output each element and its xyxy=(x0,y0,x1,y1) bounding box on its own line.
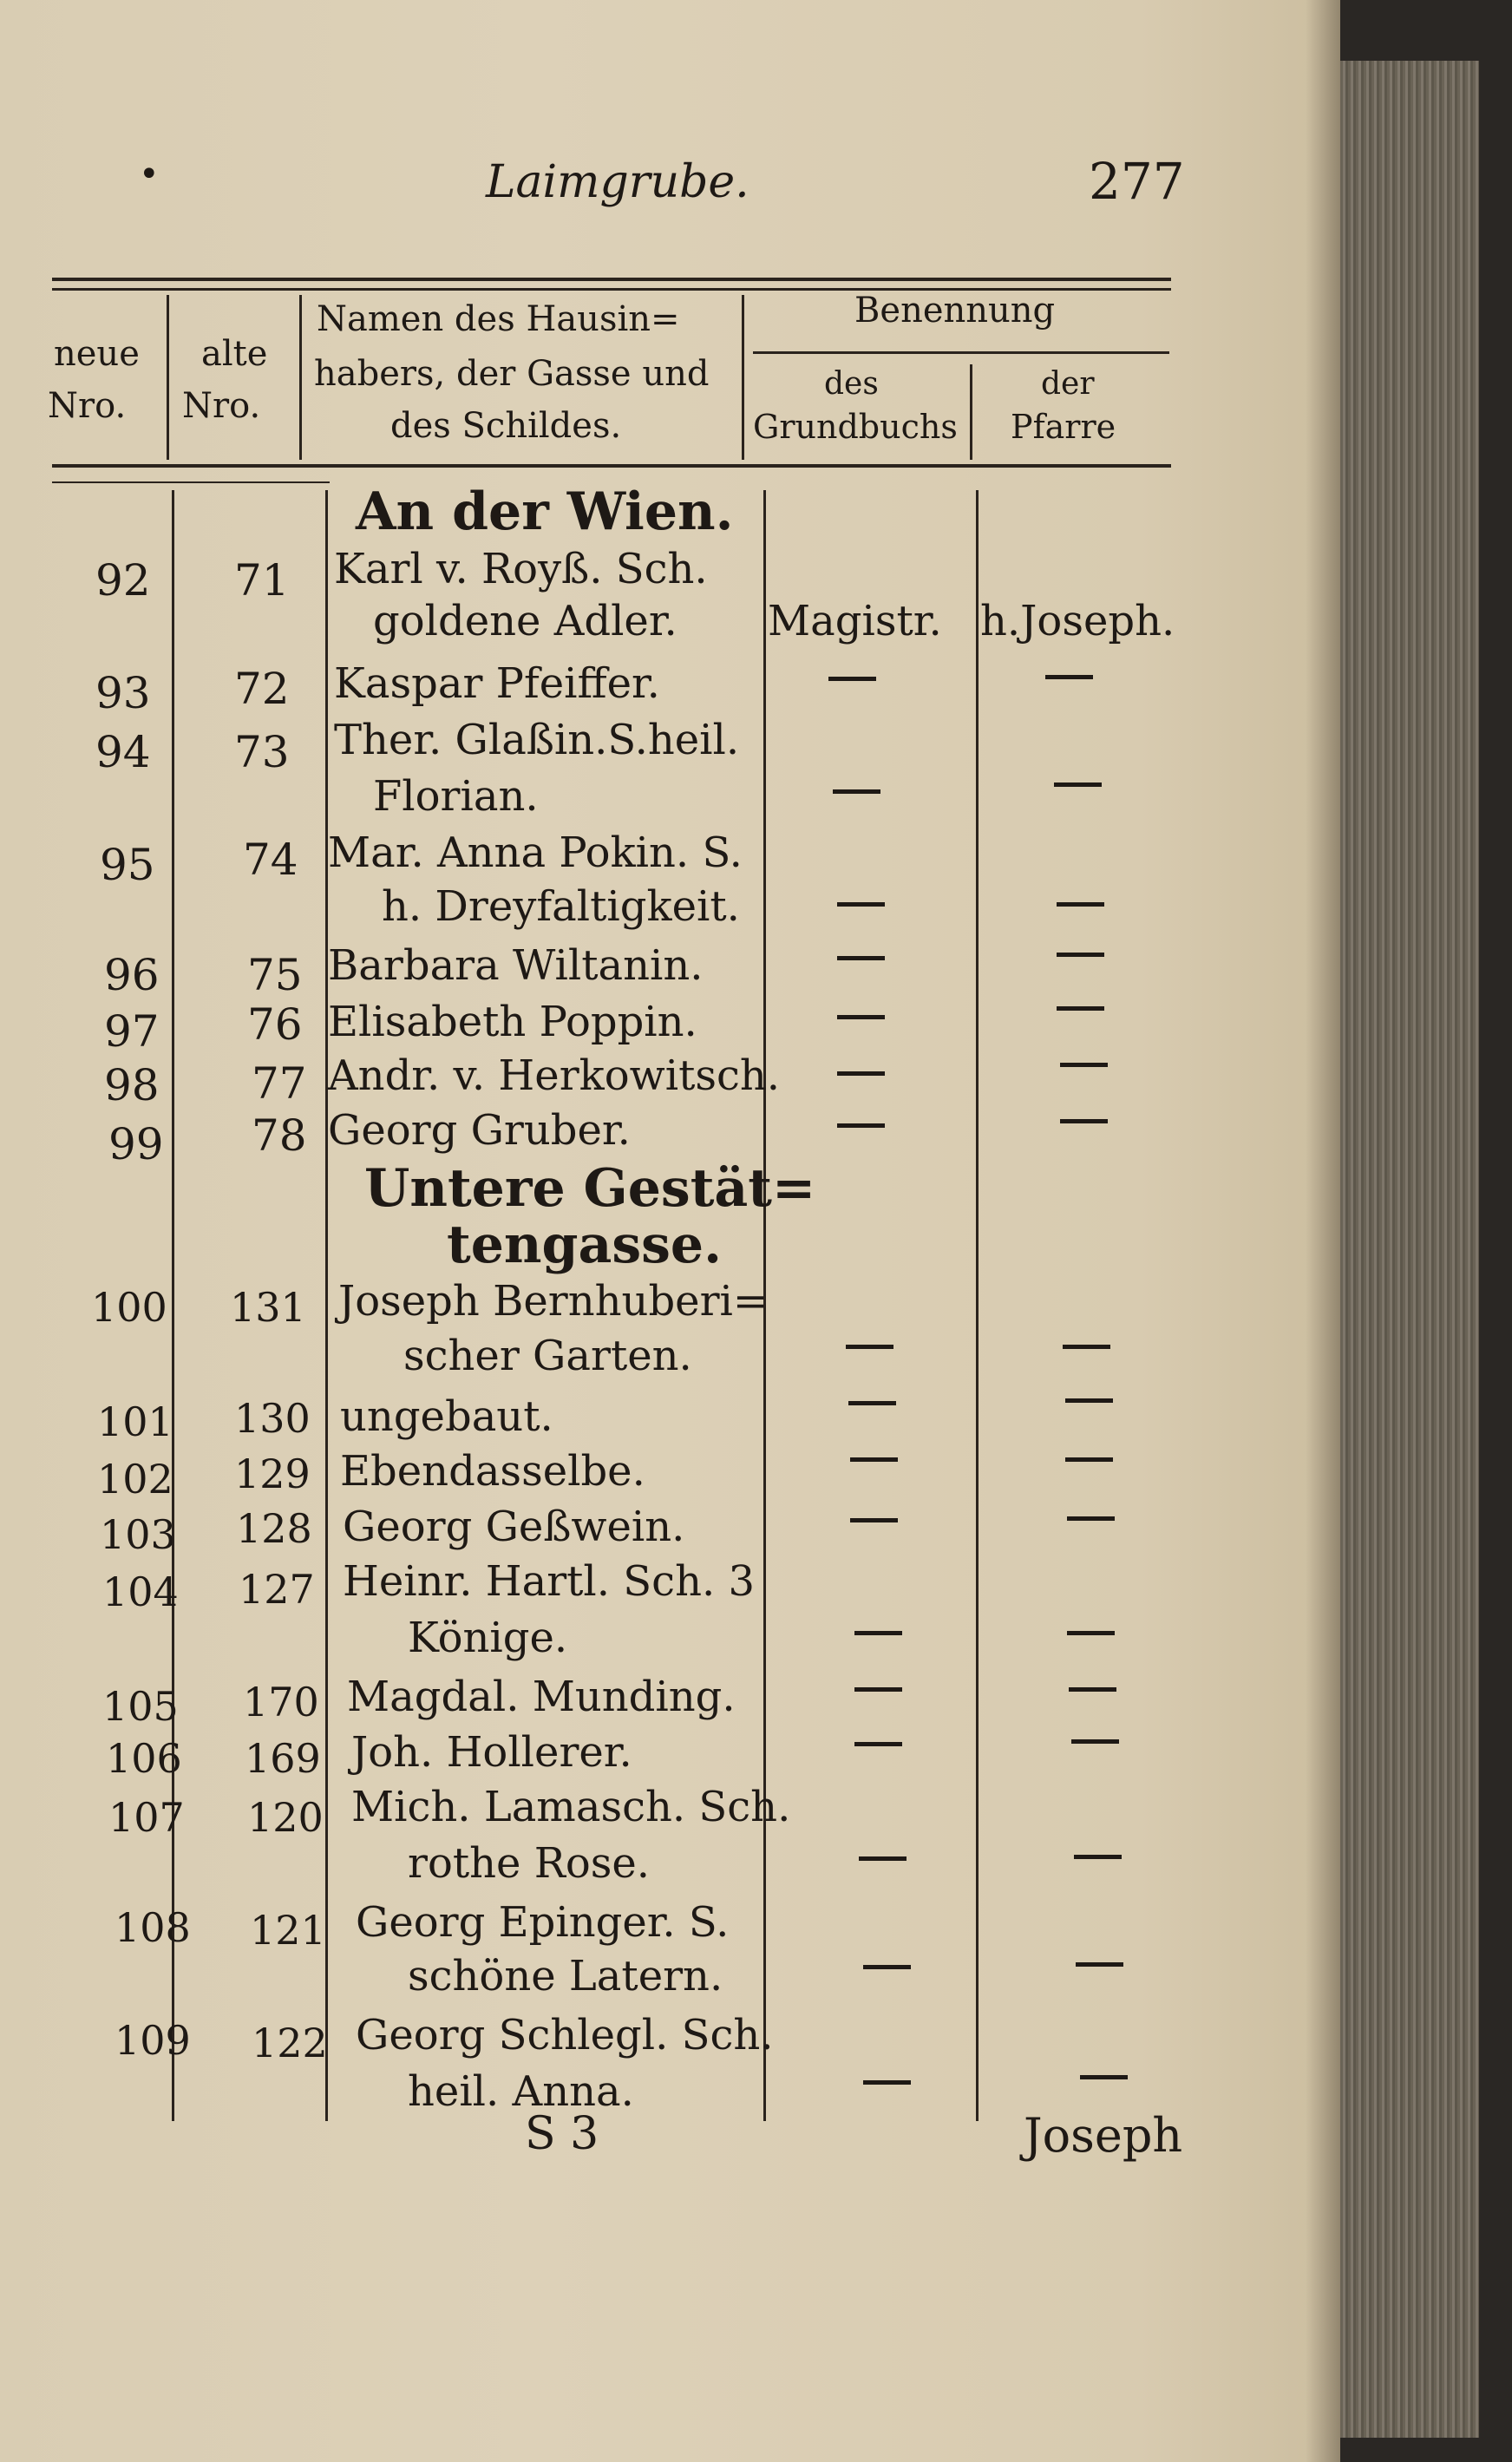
col-names-3: des Schildes. xyxy=(390,406,622,446)
header-vline-4 xyxy=(970,364,972,460)
alte-72: 72 xyxy=(234,664,290,714)
neue-96: 96 xyxy=(104,950,160,1000)
benennung-rule xyxy=(753,351,1169,354)
body-vline-4 xyxy=(976,490,979,2121)
page-number: 277 xyxy=(1089,152,1185,211)
dash-pfarre-97 xyxy=(1057,1006,1104,1011)
dash-grund-93 xyxy=(828,677,876,681)
name-105: Magdal. Munding. xyxy=(347,1673,736,1721)
dash-pfarre-103 xyxy=(1067,1516,1115,1521)
neue-107: 107 xyxy=(108,1794,185,1841)
dash-grund-94 xyxy=(833,789,880,794)
dash-pfarre-96 xyxy=(1057,953,1104,957)
name-97: Elisabeth Poppin. xyxy=(328,998,697,1046)
name-99: Georg Gruber. xyxy=(328,1106,631,1155)
col-pfarre: Pfarre xyxy=(1011,408,1116,446)
dash-grund-98 xyxy=(837,1071,885,1076)
neue-92: 92 xyxy=(95,555,151,606)
dash-grund-96 xyxy=(837,956,885,960)
section-untere-2: tengasse. xyxy=(447,1215,722,1275)
neue-104: 104 xyxy=(102,1568,179,1615)
neue-95: 95 xyxy=(100,840,155,890)
running-head: Laimgrube. xyxy=(486,156,749,208)
name-109-sign: heil. Anna. xyxy=(408,2067,634,2116)
dash-pfarre-100 xyxy=(1063,1345,1110,1349)
col-names-2: habers, der Gasse und xyxy=(314,354,710,394)
dash-pfarre-99 xyxy=(1060,1119,1108,1123)
neue-109: 109 xyxy=(115,2017,191,2064)
dash-pfarre-104 xyxy=(1067,1631,1115,1635)
name-96: Barbara Wiltanin. xyxy=(328,941,704,990)
name-107-sign: rothe Rose. xyxy=(408,1839,651,1888)
name-103: Georg Geßwein. xyxy=(343,1503,685,1551)
alte-78: 78 xyxy=(252,1110,307,1161)
name-95-sign: h. Dreyfaltigkeit. xyxy=(382,882,740,931)
catchword: Joseph xyxy=(1024,2108,1183,2163)
dash-grund-104 xyxy=(854,1631,902,1635)
dash-pfarre-106 xyxy=(1071,1739,1119,1744)
top-rule xyxy=(52,278,1171,281)
page-edge-shadow xyxy=(1306,0,1340,2462)
signature-mark: S 3 xyxy=(525,2108,599,2160)
dash-pfarre-107 xyxy=(1074,1855,1122,1859)
header-vline-3 xyxy=(742,295,744,460)
alte-127: 127 xyxy=(239,1566,315,1613)
name-104-sign: Könige. xyxy=(408,1614,568,1662)
alte-131: 131 xyxy=(230,1284,306,1331)
alte-128: 128 xyxy=(236,1505,312,1552)
dash-grund-97 xyxy=(837,1015,885,1019)
dash-pfarre-94 xyxy=(1054,782,1102,787)
header-vline-1 xyxy=(167,295,169,460)
col-des: des xyxy=(824,366,879,402)
header-bottom-rule xyxy=(52,464,1171,468)
alte-169: 169 xyxy=(245,1735,321,1782)
neue-99: 99 xyxy=(108,1119,164,1169)
section-untere-1: Untere Gestät= xyxy=(364,1158,816,1219)
col-neue-nro: Nro. xyxy=(48,386,127,426)
neue-100: 100 xyxy=(91,1284,167,1331)
body-vline-2 xyxy=(325,490,328,2121)
name-101: ungebaut. xyxy=(340,1392,553,1441)
neue-105: 105 xyxy=(102,1683,179,1730)
name-92: Karl v. Royß. Sch. xyxy=(334,545,708,593)
col-alte: alte xyxy=(201,334,268,374)
dash-grund-106 xyxy=(854,1742,902,1746)
name-100-2: scher Garten. xyxy=(403,1332,692,1380)
pfarre-92: h.Joseph. xyxy=(980,597,1175,645)
name-94: Ther. Glaßin.S.heil. xyxy=(334,716,740,764)
dash-pfarre-93 xyxy=(1045,675,1093,679)
col-benennung: Benennung xyxy=(854,291,1056,331)
header-mark: • xyxy=(139,154,160,194)
dash-grund-99 xyxy=(837,1123,885,1128)
alte-71: 71 xyxy=(234,555,290,606)
header-bottom-rule-2 xyxy=(52,481,330,483)
alte-122: 122 xyxy=(252,2020,328,2066)
name-100: Joseph Bernhuberi= xyxy=(338,1277,769,1326)
dash-grund-95 xyxy=(837,902,885,907)
neue-106: 106 xyxy=(106,1735,182,1782)
name-98: Andr. v. Herkowitsch. xyxy=(328,1051,781,1100)
neue-108: 108 xyxy=(115,1904,191,1951)
grund-92: Magistr. xyxy=(768,597,942,645)
name-108: Georg Epinger. S. xyxy=(356,1898,730,1947)
body-vline-1 xyxy=(172,490,174,2121)
name-107: Mich. Lamasch. Sch. xyxy=(351,1783,791,1831)
dash-pfarre-98 xyxy=(1060,1063,1108,1067)
name-92-sign: goldene Adler. xyxy=(373,597,677,645)
alte-76: 76 xyxy=(247,999,303,1050)
name-106: Joh. Hollerer. xyxy=(351,1728,632,1777)
name-95: Mar. Anna Pokin. S. xyxy=(328,828,743,877)
alte-129: 129 xyxy=(234,1450,311,1497)
dash-pfarre-102 xyxy=(1065,1457,1113,1462)
dash-pfarre-108 xyxy=(1076,1962,1123,1967)
header-vline-2 xyxy=(299,295,302,460)
name-109: Georg Schlegl. Sch. xyxy=(356,2011,774,2059)
dash-grund-108 xyxy=(863,1965,911,1969)
dash-grund-103 xyxy=(850,1518,898,1522)
name-108-sign: schöne Latern. xyxy=(408,1952,723,2000)
neue-98: 98 xyxy=(104,1060,160,1110)
dash-grund-109 xyxy=(863,2080,911,2085)
dash-grund-102 xyxy=(850,1457,898,1462)
dash-pfarre-95 xyxy=(1057,902,1104,907)
dash-grund-101 xyxy=(848,1401,896,1405)
name-94-sign: Florian. xyxy=(373,772,539,821)
book-page-edges xyxy=(1340,61,1479,2438)
alte-77: 77 xyxy=(252,1058,307,1109)
neue-97: 97 xyxy=(104,1006,160,1057)
dash-pfarre-105 xyxy=(1069,1687,1116,1692)
neue-103: 103 xyxy=(100,1511,176,1558)
alte-121: 121 xyxy=(250,1907,326,1954)
col-der: der xyxy=(1041,366,1095,402)
neue-101: 101 xyxy=(97,1398,173,1445)
col-grundbuchs: Grundbuchs xyxy=(753,408,958,446)
col-names-1: Namen des Hausin= xyxy=(317,299,680,339)
dash-pfarre-101 xyxy=(1065,1398,1113,1403)
col-alte-nro: Nro. xyxy=(182,386,261,426)
neue-94: 94 xyxy=(95,727,151,777)
dash-grund-107 xyxy=(859,1856,907,1861)
neue-102: 102 xyxy=(97,1456,173,1503)
dash-grund-105 xyxy=(854,1687,902,1692)
section-an-der-wien: An der Wien. xyxy=(356,481,734,542)
name-93: Kaspar Pfeiffer. xyxy=(334,659,660,708)
alte-75: 75 xyxy=(247,950,303,1000)
alte-74: 74 xyxy=(243,835,298,885)
alte-170: 170 xyxy=(243,1679,319,1725)
name-102: Ebendasselbe. xyxy=(340,1447,645,1496)
alte-73: 73 xyxy=(234,727,290,777)
name-104: Heinr. Hartl. Sch. 3 xyxy=(343,1557,756,1606)
alte-130: 130 xyxy=(234,1395,311,1442)
col-neue: neue xyxy=(54,334,140,374)
dash-grund-100 xyxy=(846,1345,893,1349)
alte-120: 120 xyxy=(247,1794,324,1841)
dash-pfarre-109 xyxy=(1080,2075,1128,2079)
neue-93: 93 xyxy=(95,668,151,718)
